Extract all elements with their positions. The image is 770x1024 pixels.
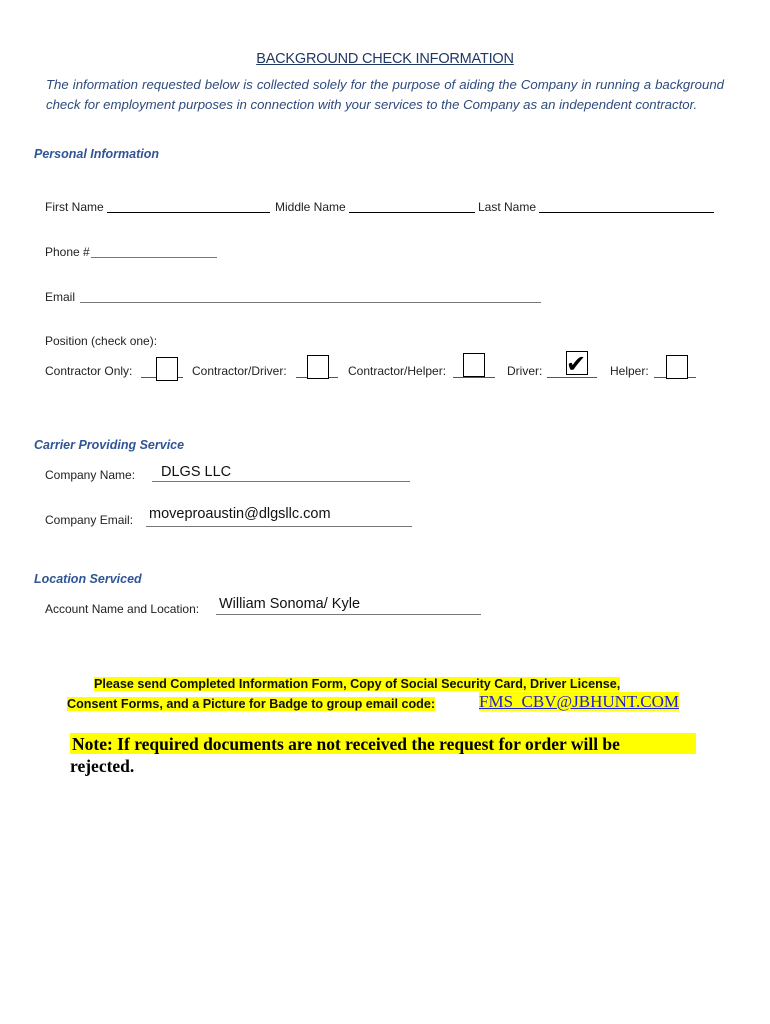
- instructions-line-1: Please send Completed Information Form, Copy of Social Security Card, Driver License,: [94, 677, 621, 691]
- checkbox-contractor-helper[interactable]: [463, 353, 485, 377]
- section-heading-personal: Personal Information: [34, 147, 160, 161]
- section-heading-location: Location Serviced: [34, 572, 142, 586]
- intro-paragraph: The information requested below is collected solely for the purpose of aiding the Company in running a background check for employment purposes in connection with your services to the Company as an independent contractor.: [46, 77, 724, 112]
- last-name-label: Last Name: [478, 200, 537, 214]
- option-label-helper: Helper:: [610, 364, 649, 378]
- middle-name-field[interactable]: [349, 200, 475, 218]
- page-title: BACKGROUND CHECK INFORMATION: [256, 51, 514, 67]
- checkbox-contractor-only[interactable]: [156, 357, 178, 381]
- company-name-underline: [152, 481, 410, 482]
- email-label: Email: [45, 290, 76, 304]
- option-label-contractor-only: Contractor Only:: [45, 364, 133, 378]
- note-line-1: Note: If required documents are not received the request for order will be: [72, 734, 620, 754]
- company-email-underline: [146, 526, 412, 527]
- checkbox-helper[interactable]: [666, 355, 688, 379]
- option-label-contractor-helper: Contractor/Helper:: [348, 364, 447, 378]
- option-label-contractor-driver: Contractor/Driver:: [192, 364, 287, 378]
- company-email-label: Company Email:: [45, 513, 134, 527]
- account-label: Account Name and Location:: [45, 602, 200, 616]
- middle-name-label: Middle Name: [275, 200, 346, 214]
- checkbox-contractor-driver[interactable]: [307, 355, 329, 379]
- last-name-field[interactable]: [539, 200, 714, 218]
- company-email-field[interactable]: moveproaustin@dlgsllc.com: [149, 506, 331, 522]
- first-name-field[interactable]: [107, 200, 270, 218]
- phone-label: Phone #: [45, 245, 90, 259]
- company-name-label: Company Name:: [45, 468, 136, 482]
- position-label: Position (check one):: [45, 334, 158, 348]
- checkmark-icon: ✔: [566, 350, 587, 378]
- option-underline: [453, 377, 495, 378]
- option-label-driver: Driver:: [507, 364, 543, 378]
- email-field[interactable]: [80, 290, 541, 308]
- phone-field[interactable]: [91, 245, 217, 263]
- account-field[interactable]: William Sonoma/ Kyle: [219, 596, 361, 612]
- group-email-link: FMS_CBV@JBHUNT.COM: [479, 692, 680, 711]
- section-heading-carrier: Carrier Providing Service: [34, 438, 185, 452]
- note-line-2: rejected.: [70, 756, 135, 776]
- instructions-line-2: Consent Forms, and a Picture for Badge to group email code:: [67, 697, 436, 711]
- first-name-label: First Name: [45, 200, 104, 214]
- company-name-field[interactable]: DLGS LLC: [161, 464, 232, 480]
- account-underline: [216, 614, 481, 615]
